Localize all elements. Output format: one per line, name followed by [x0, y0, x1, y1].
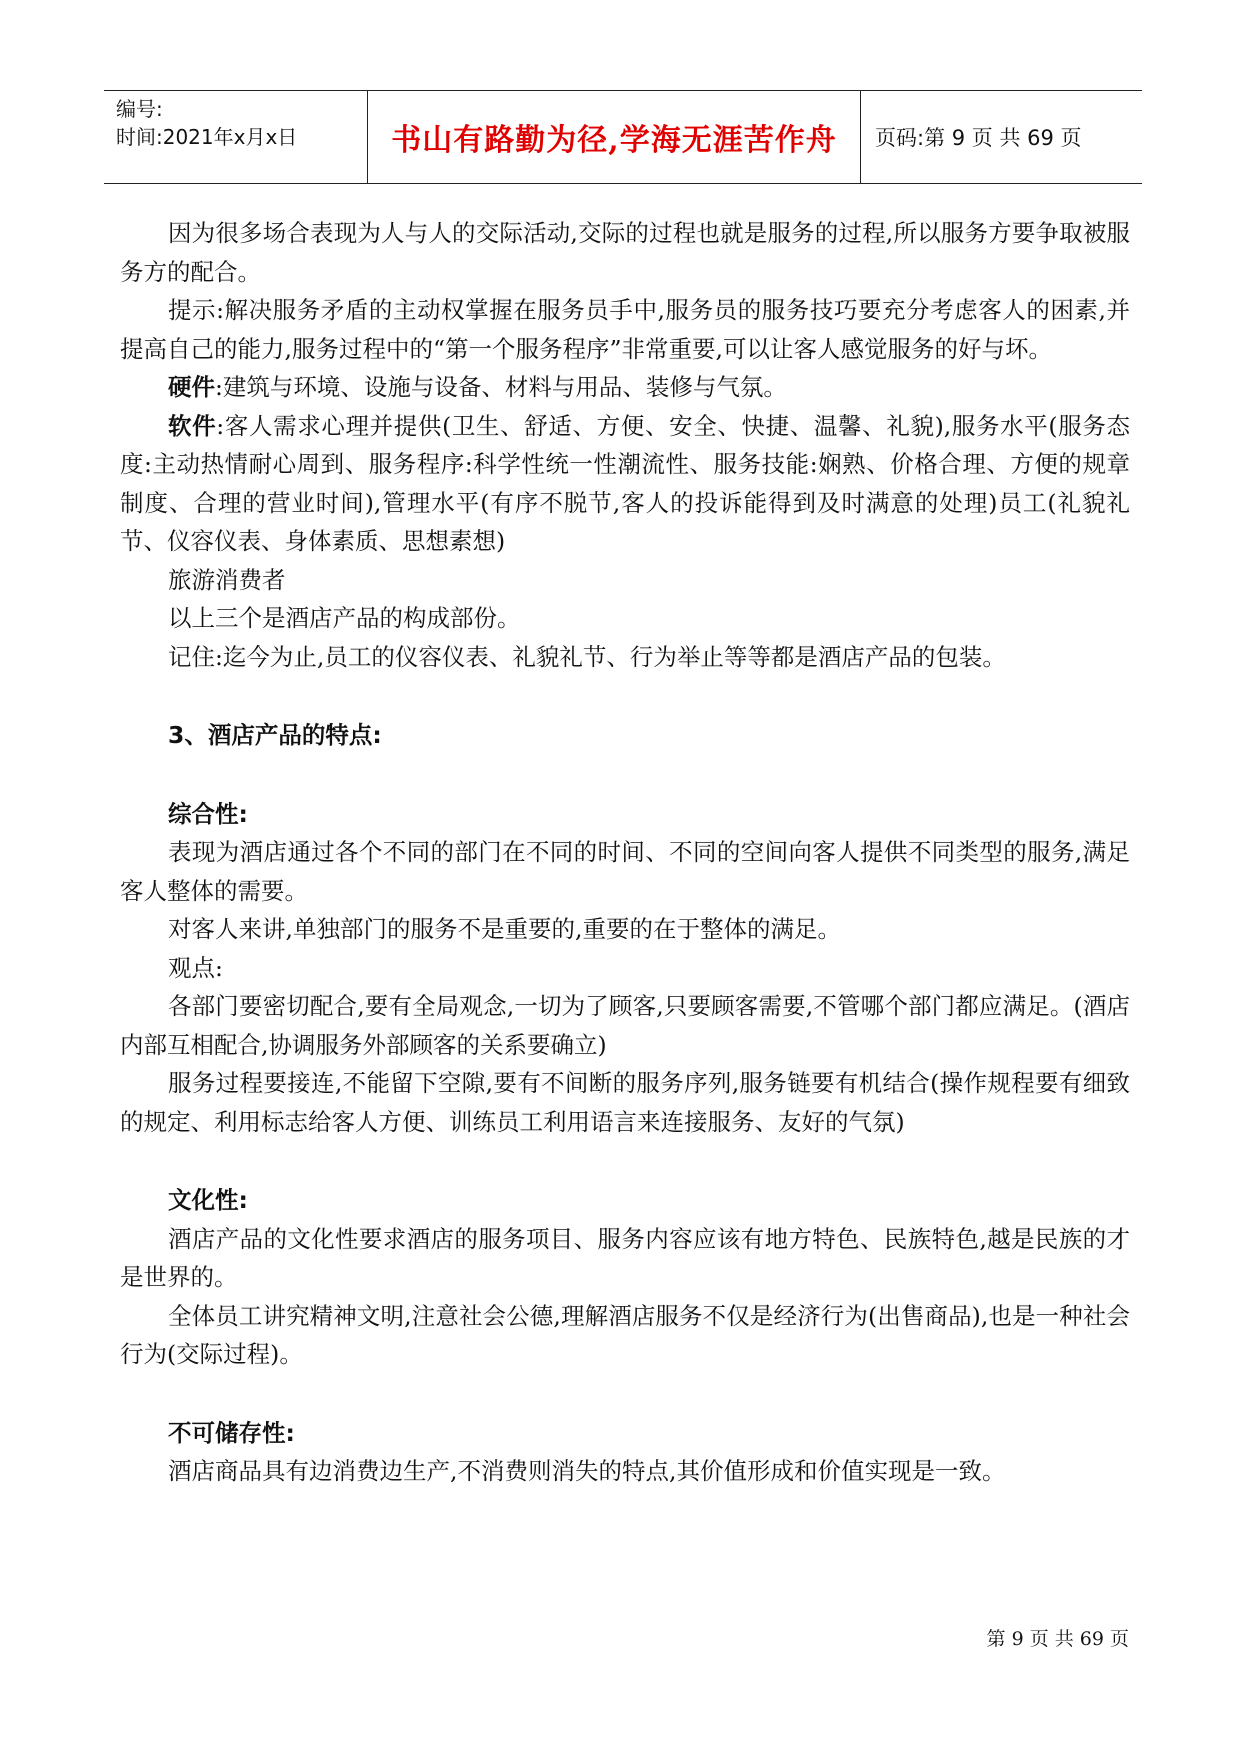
paragraph: 酒店产品的文化性要求酒店的服务项目、服务内容应该有地方特色、民族特色,越是民族的才是世界的。: [120, 1224, 1130, 1291]
paragraph-text: :客人需求心理并提供(卫生、舒适、方便、安全、快捷、温馨、礼貌),服务水平(服务态度:主动热情耐心周到、服务程序:科学性统一性潮流性、服务技能:娴熟、价格合理、方便的规章制度、合理的营业时间),管理水平(有序不脱节,客人的投诉能得到及时满意的处理)员工(礼貌礼节、仪容仪表、身体素质、思想素想): [120, 411, 1130, 555]
paragraph: 对客人来讲,单独部门的服务不是重要的,重要的在于整体的满足。: [168, 915, 841, 943]
paragraph-text: :建筑与环境、设施与设备、材料与用品、装修与气氛。: [215, 373, 787, 401]
time-label: 时间:2021年x月x日: [116, 125, 298, 149]
paragraph: 全体员工讲究精神文明,注意社会公德,理解酒店服务不仅是经济行为(出售商品),也是一种社会行为(交际过程)。: [120, 1301, 1130, 1368]
page-footer: 第 9 页 共 69 页: [986, 1628, 1129, 1650]
paragraph: 表现为酒店通过各个不同的部门在不同的时间、不同的空间向客人提供不同类型的服务,满足客人整体的需要。: [120, 838, 1130, 905]
subheading-chucun: 不可储存性:: [168, 1418, 295, 1447]
term-software: 软件: [168, 411, 217, 440]
header-meta: [104, 91, 368, 183]
document-body: [120, 214, 1130, 1491]
term-hardware: 硬件: [168, 373, 215, 401]
header-motto: 书山有路勤为径,学海无涯苦作舟: [368, 91, 861, 183]
paragraph: 服务过程要接连,不能留下空隙,要有不间断的服务序列,服务链要有机结合(操作规程要有细致的规定、利用标志给客人方便、训练员工利用语言来连接服务、友好的气氛): [120, 1069, 1130, 1136]
paragraph: 因为很多场合表现为人与人的交际活动,交际的过程也就是服务的过程,所以服务方要争取被服务方的配合。: [120, 219, 1130, 286]
header-page-number: 页码:第 9 页 共 69 页: [875, 126, 1082, 150]
paragraph: 旅游消费者: [168, 565, 286, 594]
paragraph: [120, 407, 1130, 561]
section-heading: 3、酒店产品的特点:: [168, 721, 382, 749]
paragraph: 酒店商品具有边消费边生产,不消费则消失的特点,其价值形成和价值实现是一致。: [168, 1457, 1006, 1485]
paragraph: 观点:: [168, 953, 223, 982]
number-label: 编号:: [116, 97, 163, 121]
paragraph: 提示:解决服务矛盾的主动权掌握在服务员手中,服务员的服务技巧要充分考虑客人的困素,并提高自己的能力,服务过程中的“第一个服务程序”非常重要,可以让客人感觉服务的好与坏。: [120, 296, 1130, 363]
subheading-wenhua: 文化性:: [168, 1186, 248, 1214]
paragraph: 记住:迄今为止,员工的仪容仪表、礼貌礼节、行为举止等等都是酒店产品的包装。: [168, 642, 1006, 671]
page-header: [104, 90, 1142, 184]
paragraph: 各部门要密切配合,要有全局观念,一切为了顾客,只要顾客需要,不管哪个部门都应满足。(酒店内部互相配合,协调服务外部顾客的关系要确立): [120, 992, 1130, 1059]
paragraph: 以上三个是酒店产品的构成部份。: [168, 604, 521, 632]
subheading-zonghe: 综合性:: [168, 799, 248, 828]
paragraph: [120, 368, 1130, 407]
